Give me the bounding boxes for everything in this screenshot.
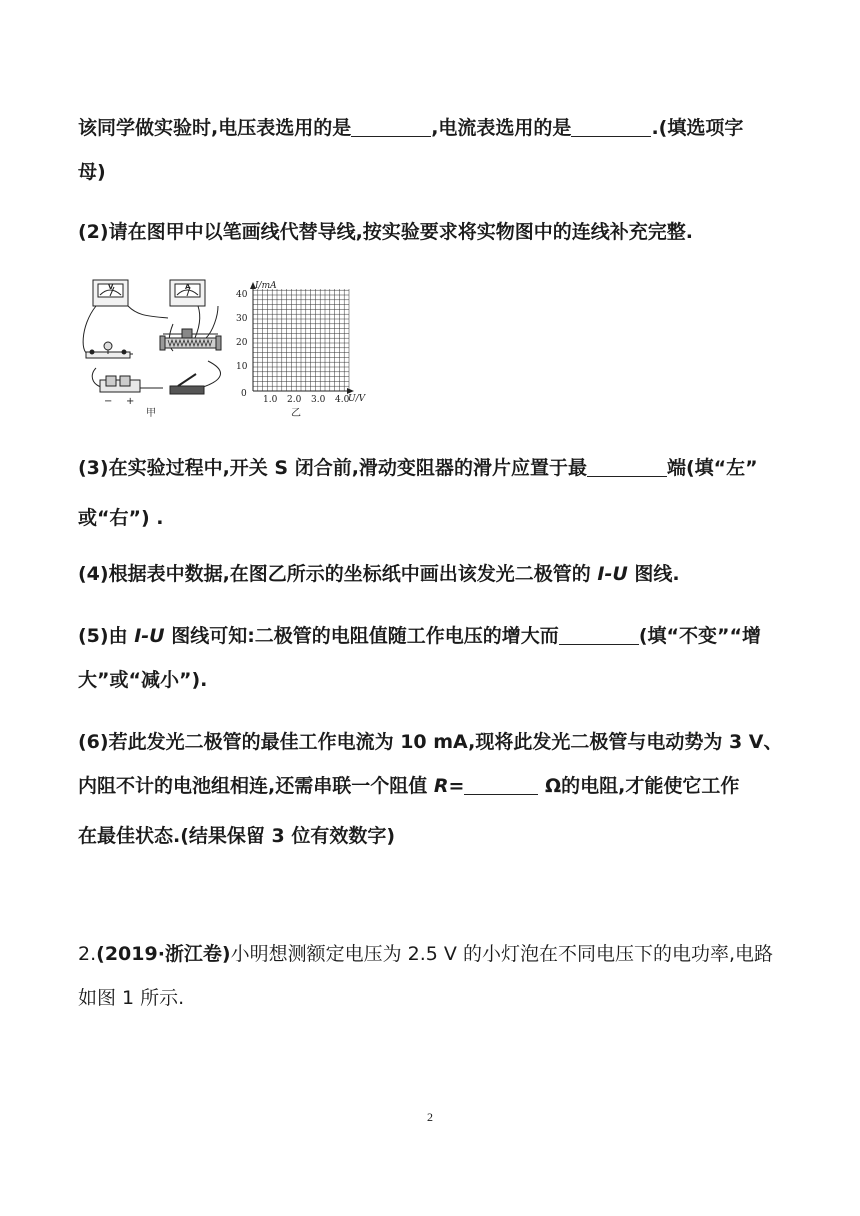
ammeter-label: A — [185, 283, 191, 291]
y-axis-label: I/mA — [255, 281, 277, 291]
q6-text-a: 内阻不计的电池组相连,还需串联一个阻值 — [78, 775, 434, 797]
problem2-number: 2. — [78, 943, 97, 965]
q3-text-a: (3)在实验过程中,开关 S 闭合前,滑动变阻器的滑片应置于最 — [78, 457, 587, 479]
q6-text-c: Ω的电阻,才能使它工作 — [538, 775, 740, 797]
answer-blank-resistance-trend[interactable] — [559, 626, 639, 645]
x-tick-label: 4.0 — [335, 395, 350, 405]
q3-text-line1 — [78, 456, 758, 480]
answer-blank-slider-end[interactable] — [587, 458, 667, 477]
q1-text-c: .(填选项字 — [651, 117, 744, 139]
graph-yi — [236, 281, 367, 419]
x-tick-label: 1.0 — [263, 395, 278, 405]
x-axis-label: U/V — [348, 394, 366, 404]
q1-text-a: 该同学做实验时,电压表选用的是 — [78, 117, 352, 139]
rheostat-icon — [160, 329, 221, 350]
problem2-text-line1 — [78, 942, 773, 966]
problem2-text-b: 小明想测额定电压为 2.5 V 的小灯泡在不同电压下的电功率,电路 — [230, 943, 773, 965]
answer-blank-ammeter[interactable] — [571, 118, 651, 137]
answer-blank-resistance-value[interactable] — [464, 776, 538, 795]
q5-text-line1 — [78, 624, 761, 648]
problem2-text-line2: 如图 1 所示. — [78, 987, 185, 1009]
graph-grid — [253, 289, 349, 391]
answer-blank-voltmeter[interactable] — [351, 118, 431, 137]
battery-pack-icon — [100, 376, 140, 392]
q4-text — [78, 562, 680, 586]
q4-text-c: 图线. — [627, 563, 680, 585]
q5-text-a: (5)由 — [78, 625, 135, 647]
circuit-and-graph-figure — [78, 276, 378, 421]
voltmeter-label: V — [108, 283, 114, 291]
y-tick-label: 30 — [236, 314, 248, 324]
q3-text-b: 端(填“左” — [666, 457, 758, 479]
battery-minus-label: − — [104, 396, 113, 407]
battery-plus-label: + — [126, 396, 135, 407]
q1-text-line1 — [78, 116, 743, 140]
q6-text-r: R= — [433, 775, 465, 797]
q1-text-line2: 母) — [78, 161, 106, 183]
q3-text-line2: 或“右”) . — [78, 507, 164, 529]
y-tick-label: 10 — [236, 362, 248, 372]
led-on-base-icon — [86, 342, 130, 358]
q2-text: (2)请在图甲中以笔画线代替导线,按实验要求将实物图中的连线补充完整. — [78, 221, 694, 243]
q4-text-a: (4)根据表中数据,在图乙所示的坐标纸中画出该发光二极管的 — [78, 563, 598, 585]
problem2-source: (2019·浙江卷) — [96, 943, 231, 965]
page-number: 2 — [427, 1110, 433, 1124]
q5-text-c: 图线可知:二极管的电阻值随工作电压的增大而 — [164, 625, 559, 647]
q1-text-b: ,电流表选用的是 — [431, 117, 572, 139]
q6-text-line1: (6)若此发光二极管的最佳工作电流为 10 mA,现将此发光二极管与电动势为 3 V、 — [78, 731, 783, 753]
y-tick-label: 20 — [236, 338, 248, 348]
figure-label-yi: 乙 — [291, 408, 301, 419]
switch-icon — [170, 374, 204, 394]
q6-text-line2 — [78, 774, 739, 798]
x-tick-label: 3.0 — [311, 395, 326, 405]
graph-origin-label: 0 — [241, 389, 247, 399]
q5-text-line2: 大”或“减小”). — [78, 669, 208, 691]
q5-text-d: (填“不变”“增 — [638, 625, 761, 647]
y-tick-label: 40 — [236, 290, 248, 300]
q5-text-iu: I-U — [134, 625, 165, 647]
q6-text-line3: 在最佳状态.(结果保留 3 位有效数字) — [78, 825, 396, 847]
circuit-diagram-jia — [83, 280, 221, 394]
q4-text-iu: I-U — [597, 563, 628, 585]
figure-label-jia: 甲 — [146, 408, 156, 419]
x-tick-label: 2.0 — [287, 395, 302, 405]
